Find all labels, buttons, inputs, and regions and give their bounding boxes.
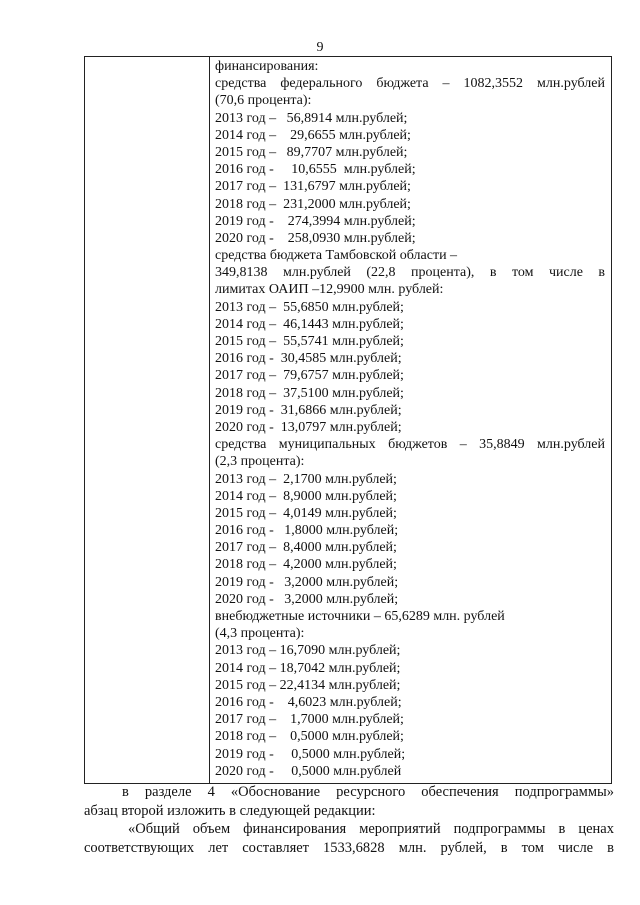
table-line: 2017 год – 131,6797 млн.рублей; <box>215 179 411 195</box>
table-line: 2019 год - 3,2000 млн.рублей; <box>215 574 399 590</box>
table-line: 2020 год - 0,5000 млн.рублей <box>215 763 402 779</box>
table-right-cell <box>211 57 611 780</box>
table-line: 2016 год - 10,6555 млн.рублей; <box>215 162 416 178</box>
table-line: средства федерального бюджета – 1082,3552 млн.рублей <box>215 76 605 92</box>
table-line: 2014 год – 18,7042 млн.рублей; <box>215 660 401 676</box>
table-line: 2017 год – 8,4000 млн.рублей; <box>215 540 397 556</box>
table-line: 2016 год - 1,8000 млн.рублей; <box>215 523 399 539</box>
table-line: лимитах ОАИП –12,9900 млн. рублей: <box>215 282 444 298</box>
table-line: (2,3 процента): <box>215 454 305 470</box>
table-line: 2020 год - 13,0797 млн.рублей; <box>215 419 402 435</box>
table-line: средства бюджета Тамбовской области – <box>215 248 458 264</box>
table-line: 2020 год - 258,0930 млн.рублей; <box>215 230 416 246</box>
body-line: соответствующих лет составляет 1533,6828 млн. рублей, в том числе в <box>84 839 614 856</box>
table-left-cell <box>85 57 210 783</box>
body-line: «Общий объем финансирования мероприятий подпрограммы в ценах <box>128 821 614 837</box>
body-line: в разделе 4 «Обоснование ресурсного обеспечения подпрограммы» <box>122 784 614 800</box>
table-line: 2016 год - 30,4585 млн.рублей; <box>215 351 402 367</box>
table-line: 2015 год – 55,5741 млн.рублей; <box>215 334 404 349</box>
table-line: 2013 год – 55,6850 млн.рублей; <box>215 299 404 315</box>
funding-table <box>84 56 612 784</box>
table-line: (4,3 процента): <box>215 626 305 642</box>
table-line: 2016 год - 4,6023 млн.рублей; <box>215 694 402 710</box>
table-line: 2018 год – 0,5000 млн.рублей; <box>215 729 404 745</box>
table-line: внебюджетные источники – 65,6289 млн. рублей <box>215 609 505 624</box>
table-line: 2014 год – 46,1443 млн.рублей; <box>215 316 404 332</box>
table-line: 349,8138 млн.рублей (22,8 процента), в том числе в <box>215 265 605 281</box>
table-line: (70,6 процента): <box>215 93 312 109</box>
table-line: 2019 год - 0,5000 млн.рублей; <box>215 746 406 762</box>
table-line: 2014 год – 8,9000 млн.рублей; <box>215 488 397 504</box>
table-line: 2013 год – 56,8914 млн.рублей; <box>215 110 408 126</box>
body-line: абзац второй изложить в следующей редакции: <box>84 802 376 819</box>
table-line: 2014 год – 29,6655 млн.рублей; <box>215 127 411 143</box>
table-line: 2015 год – 22,4134 млн.рублей; <box>215 677 401 693</box>
table-line: 2018 год – 4,2000 млн.рублей; <box>215 557 397 573</box>
page-number: 9 <box>316 40 324 55</box>
table-line: 2013 год – 2,1700 млн.рублей; <box>215 471 397 487</box>
body-text <box>84 783 614 857</box>
table-line: 2020 год - 3,2000 млн.рублей; <box>215 591 399 607</box>
table-line: 2018 год – 37,5100 млн.рублей; <box>215 385 404 401</box>
table-line: 2019 год - 31,6866 млн.рублей; <box>215 402 402 418</box>
table-line: 2017 год – 79,6757 млн.рублей; <box>215 368 404 384</box>
table-line: финансирования: <box>215 59 319 74</box>
table-line: 2019 год - 274,3994 млн.рублей; <box>215 213 416 229</box>
table-line: 2015 год – 89,7707 млн.рублей; <box>215 144 408 160</box>
table-line: 2018 год – 231,2000 млн.рублей; <box>215 196 411 212</box>
table-line: 2017 год – 1,7000 млн.рублей; <box>215 712 404 728</box>
table-line: средства муниципальных бюджетов – 35,8849 млн.рублей <box>215 437 605 453</box>
table-line: 2015 год – 4,0149 млн.рублей; <box>215 505 397 521</box>
table-line: 2013 год – 16,7090 млн.рублей; <box>215 643 401 659</box>
